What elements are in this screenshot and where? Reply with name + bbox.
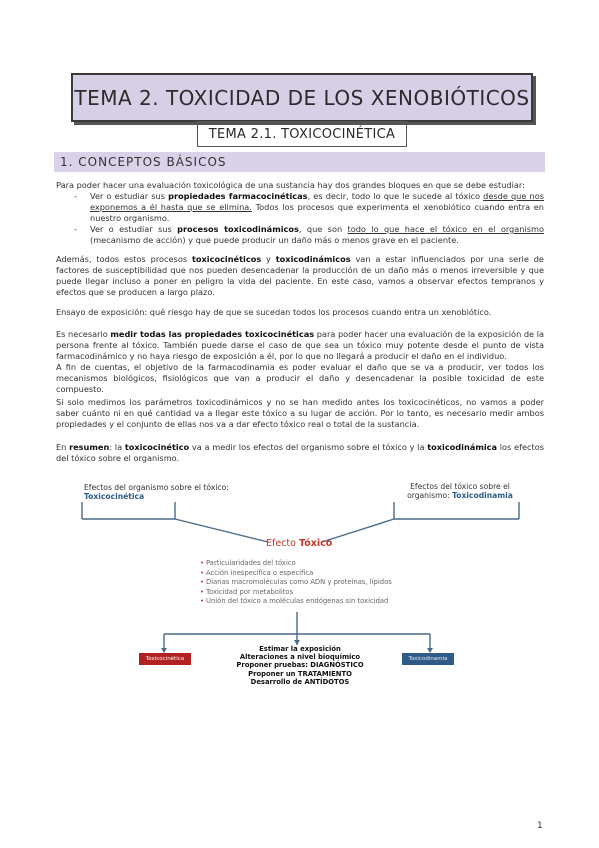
effect-item: • Dianas macromoléculas como ADN y proteínas, lípidos	[200, 578, 392, 588]
paragraph-6	[56, 397, 544, 430]
center-term: Tóxico	[298, 538, 333, 549]
text-run: Todos los procesos que experimenta el xenobiótico cuando entra en nuestro organismo.	[90, 202, 544, 223]
outcome-item: Alteraciones a nivel bioquímico	[239, 653, 361, 662]
outcome-item: Estimar la exposición	[259, 645, 341, 653]
text-run: , que son	[298, 224, 348, 234]
bullet-list	[56, 191, 544, 246]
text-run: , es decir, todo lo que le sucede al tóxico	[307, 191, 484, 201]
chapter-title-box	[71, 73, 533, 122]
paragraph-5: A fin de cuentas, el objetivo de la farmacodinamia es poder evaluar el daño que se va a producir, ver todos los mecanismos biológicos, fisiológicos que van a producir el daño y desencadenar la posible toxicidad de este compuesto.	[56, 362, 544, 394]
right-term: Toxicodinamia	[452, 491, 513, 500]
text-run: va a medir los efectos del organismo sobre el tóxico y la	[189, 442, 428, 452]
left-diagram-label	[84, 483, 294, 501]
bold-term: resumen	[69, 442, 110, 452]
text-run: Además, todos estos procesos	[56, 254, 192, 264]
toxicodynamics-box: Toxicodinamia	[402, 653, 454, 665]
underlined-text: desde que nos exponemos a él hasta que se elimina.	[90, 191, 544, 212]
text-run: para poder hacer una evaluación de la exposición de la persona frente al tóxico. También puede darse el caso de que sea un tóxico muy potente desde el punto de vista farmacodinámico y no haya riesgo de exposición a él, por lo que no llegará a producir el daño en el individuo.	[56, 329, 544, 361]
text-run: Es necesario	[56, 329, 111, 339]
bold-term: medir todas las propiedades toxicocinéticas	[110, 329, 315, 339]
section-heading: 1. CONCEPTOS BÁSICOS	[60, 155, 227, 169]
text-run: van a estar influenciados por una serie de factores de susceptibilidad que nos pueden desencadenar la producción de un daño más o menos irreversible y que puede llegar incluso a poner en peligro la vida del paciente. En este caso, vamos a observar efectos tempranos y efectos que se producen a largo plazo.	[56, 254, 544, 297]
bold-term: propiedades farmacocinéticas	[168, 191, 308, 201]
connector-line	[175, 519, 268, 542]
bold-term: toxicodinámicos	[275, 254, 351, 264]
bullet-item-toxicodynamics	[56, 224, 544, 246]
page-number: 1	[537, 821, 543, 831]
paragraph-6-text: Si solo medimos los parámetros toxicodinámicos y no se han medido antes los toxicocinéticos, no vamos a poder saber cuánto ni en qué cantidad va a llegar este tóxico a su lugar de acción. Por lo tanto, es necesario medir ambos propiedades y el conjunto de ellas nos va a dar efecto tóxico real o total de la sustancia.	[56, 397, 544, 429]
center-prefix: Efecto	[266, 538, 299, 549]
intro-paragraph: Para poder hacer una evaluación toxicológica de una sustancia hay dos grandes bloques en que se debe estudiar:	[56, 180, 525, 190]
text-run: Ver o estudiar sus	[90, 191, 169, 201]
chapter-title: TEMA 2. TOXICIDAD DE LOS XENOBIÓTICOS	[74, 85, 530, 110]
subchapter-title: TEMA 2.1. TOXICOCINÉTICA	[197, 121, 407, 147]
effect-item: • Unión del tóxico a moléculas endógenas sin toxicidad	[200, 597, 392, 607]
outcome-item: Proponer un TRATAMIENTO	[248, 669, 352, 678]
paragraph-4	[56, 329, 544, 395]
exposure-paragraph: Ensayo de exposición: qué riesgo hay de que se sucedan todos los procesos cuando entra un xenobiótico.	[56, 307, 492, 317]
right-diagram-label	[398, 482, 522, 500]
center-effect-title	[266, 538, 332, 549]
bold-term: procesos toxicodinámicos	[177, 224, 299, 234]
right-label-text: Efectos del tóxico sobre el organismo:	[407, 482, 510, 500]
connector-line	[322, 519, 394, 542]
paragraph-3	[56, 307, 544, 318]
bold-term: toxicocinético	[124, 442, 190, 452]
bold-term: toxicocinéticos	[191, 254, 262, 264]
effect-item: • Particularidades del tóxico	[200, 559, 392, 569]
text-run: : la	[109, 442, 125, 452]
effect-item: • Acción inespecífica o específica	[200, 569, 392, 579]
underlined-text: todo lo que hace el tóxico en el organismo	[347, 224, 544, 234]
text-run: y	[261, 254, 276, 264]
left-label-text: Efectos del organismo sobre el tóxico:	[84, 483, 229, 492]
toxicokinetics-box: Toxicocinética	[139, 653, 191, 665]
outcome-item: Proponer pruebas: DIAGNÓSTICO	[236, 661, 364, 670]
text-run: los efectos del tóxico sobre el organismo.	[56, 442, 544, 463]
paragraph-2	[56, 254, 544, 298]
left-term: Toxicocinética	[84, 492, 145, 501]
bullet-item-pharmacokinetics	[56, 191, 544, 224]
summary-paragraph	[56, 442, 544, 464]
section-heading-bar	[54, 152, 545, 172]
text-run: Ver o estudiar sus	[90, 224, 178, 234]
outcome-item: Desarrollo de ANTÍDOTOS	[250, 677, 350, 686]
text-run: (mecanismo de acción) y que puede producir un daño más o menos grave en el paciente.	[90, 235, 459, 245]
effects-list	[200, 559, 392, 607]
effect-item: • Toxicidad por metabolitos	[200, 588, 392, 598]
outcomes-block	[210, 645, 390, 686]
intro-block	[56, 180, 544, 246]
bold-term: toxicodinámica	[427, 442, 498, 452]
text-run: En	[56, 442, 70, 452]
